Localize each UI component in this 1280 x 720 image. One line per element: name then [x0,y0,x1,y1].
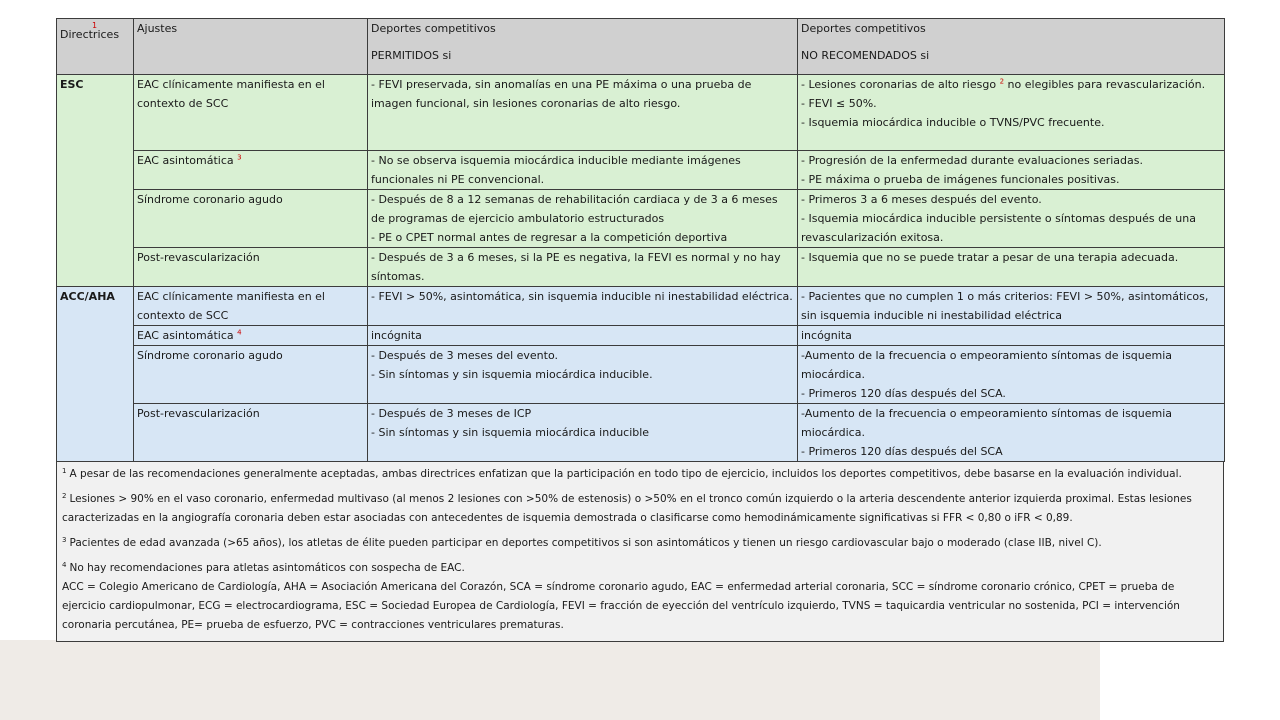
not-recommended-cell [798,287,1225,326]
allowed-criterion: - Después de 3 a 6 meses, si la PE es negativa, la FEVI es normal y no hay síntomas. [371,251,781,283]
allowed-cell [368,151,798,190]
allowed-criterion: - Sin síntomas y sin isquemia miocárdica inducible. [371,368,653,381]
table-row [57,75,1225,151]
guideline-name: ESC [60,78,84,91]
footnote-text: A pesar de las recomendaciones generalmente aceptadas, ambas directrices enfatizan que la participación en todo tipo de ejercicio, incluidos los deportes competitivos, debe basarse en la evaluación individual. [69,468,1182,480]
setting-cell [134,287,368,326]
footnote-marker: 1 [92,21,98,30]
not-recommended-criterion: - Progresión de la enfermedad durante evaluaciones seriadas. [801,154,1143,167]
allowed-cell [368,404,798,462]
footnotes-box [56,462,1224,642]
not-recommended-cell [798,151,1225,190]
header-no-recomendados-line1: Deportes competitivos [801,22,926,35]
guideline-group-cell [57,287,134,462]
table-row [57,404,1225,462]
footnote-text: Lesiones > 90% en el vaso coronario, enfermedad multivaso (al menos 2 lesiones con >50% de estenosis) o >50% en el tronco común izquierdo o la arteria descendente anterior izquierda proximal. Estas lesiones caracterizadas en la angiografía coronaria deben estar asociadas con antecedentes de isquemia demostrada o clasificarse como hemodinámicamente significativas si FFR < 0,80 o iFR < 0,89. [62,493,1192,524]
table-header-row [57,19,1225,75]
allowed-cell [368,326,798,346]
table-row [57,287,1225,326]
not-recommended-cell [798,75,1225,151]
footnote-number: 2 [62,491,67,500]
allowed-criterion: - Sin síntomas y sin isquemia miocárdica inducible [371,426,650,439]
setting-label: Síndrome coronario agudo [137,193,283,206]
footnote-marker: 3 [237,153,242,162]
table-row [57,190,1225,248]
setting-cell [134,151,368,190]
header-permitidos-line2: PERMITIDOS si [371,49,452,62]
not-recommended-criterion: - Isquemia miocárdica inducible persistente o síntomas después de una revascularización exitosa. [801,212,1196,244]
setting-label: EAC asintomática [137,329,238,342]
guidelines-document [56,18,1224,642]
not-recommended-cell [798,346,1225,404]
setting-label: Post-revascularización [137,251,260,264]
table-row [57,151,1225,190]
allowed-criterion: - PE o CPET normal antes de regresar a la competición deportiva [371,231,728,244]
setting-cell [134,346,368,404]
guidelines-table [56,18,1225,462]
allowed-cell [368,190,798,248]
not-recommended-criterion [801,75,1221,94]
table-row [57,248,1225,287]
footnote-number: 1 [62,466,67,475]
header-no-recomendados-line2: NO RECOMENDADOS si [801,49,930,62]
header-ajustes-label: Ajustes [137,22,178,35]
setting-cell [134,404,368,462]
setting-label: EAC clínicamente manifiesta en el contexto de SCC [137,290,325,322]
criterion-text: no elegibles para revascularización. [1004,78,1206,91]
footnote [62,465,1219,484]
not-recommended-criterion: - FEVI ≤ 50%. [801,97,877,110]
header-directrices [57,19,134,75]
header-directrices-label: Directrices [60,28,120,41]
footnote-text: Pacientes de edad avanzada (>65 años), los atletas de élite pueden participar en deportes competitivos si son asintomáticos y tienen un riesgo cardiovascular bajo o moderado (clase IIB, nivel C). [69,537,1102,549]
not-recommended-cell [798,190,1225,248]
guideline-name: ACC/AHA [60,290,115,303]
table-row [57,346,1225,404]
footnote-marker: 4 [237,328,242,337]
footnote-text: No hay recomendaciones para atletas asintomáticos con sospecha de EAC. [69,562,465,574]
allowed-criterion: incógnita [371,329,422,342]
footnote [62,534,1219,553]
allowed-cell [368,287,798,326]
setting-label: EAC asintomática [137,154,238,167]
footnote-number: 3 [62,535,67,544]
table-row [57,326,1225,346]
abbreviations: ACC = Colegio Americano de Cardiología, AHA = Asociación Americana del Corazón, SCA = síndrome coronario agudo, EAC = enfermedad arterial coronaria, SCC = síndrome coronario crónico, CPET = prueba de ejercicio cardiopulmonar, ECG = electrocardiograma, ESC = Sociedad Europea de Cardiología, FEVI = fracción de eyección del ventrículo izquierdo, TVNS = taquicardia ventricular no sostenida, PCI = intervención coronaria percutánea, PE= prueba de esfuerzo, PVC = contracciones ventriculares prematuras. [62,581,1180,631]
footnote-marker: 2 [999,77,1005,86]
allowed-cell [368,346,798,404]
allowed-cell [368,248,798,287]
header-permitidos [368,19,798,75]
allowed-cell [368,75,798,151]
setting-label: Síndrome coronario agudo [137,349,283,362]
not-recommended-criterion: -Aumento de la frecuencia o empeoramiento síntomas de isquemia miocárdica. [801,407,1173,439]
allowed-criterion: - No se observa isquemia miocárdica inducible mediante imágenes funcionales ni PE convencional. [371,154,741,186]
footnote [62,559,1219,578]
allowed-criterion: - FEVI preservada, sin anomalías en una PE máxima o una prueba de imagen funcional, sin lesiones coronarias de alto riesgo. [371,78,752,110]
not-recommended-criterion: - Isquemia miocárdica inducible o TVNS/PVC frecuente. [801,116,1105,129]
background-band [0,640,1100,720]
footnote-number: 4 [62,560,67,569]
not-recommended-criterion: - PE máxima o prueba de imágenes funcionales positivas. [801,173,1120,186]
allowed-criterion: - FEVI > 50%, asintomática, sin isquemia inducible ni inestabilidad eléctrica. [371,290,793,303]
setting-cell [134,248,368,287]
criterion-text: - Lesiones coronarias de alto riesgo [801,78,1000,91]
setting-label: EAC clínicamente manifiesta en el contexto de SCC [137,78,325,110]
allowed-criterion: - Después de 3 meses del evento. [371,349,558,362]
setting-label: Post-revascularización [137,407,260,420]
setting-cell [134,190,368,248]
header-no-recomendados [798,19,1225,75]
not-recommended-cell [798,248,1225,287]
not-recommended-cell [798,326,1225,346]
not-recommended-criterion: - Primeros 3 a 6 meses después del evento. [801,193,1042,206]
not-recommended-criterion: - Isquemia que no se puede tratar a pesar de una terapia adecuada. [801,251,1179,264]
footnote [62,490,1219,528]
allowed-criterion: - Después de 8 a 12 semanas de rehabilitación cardiaca y de 3 a 6 meses de programas de ejercicio ambulatorio estructurados [371,193,778,225]
not-recommended-criterion: incógnita [801,329,852,342]
setting-cell [134,75,368,151]
not-recommended-cell [798,404,1225,462]
allowed-criterion: - Después de 3 meses de ICP [371,407,532,420]
not-recommended-criterion: - Primeros 120 días después del SCA [801,445,1003,458]
not-recommended-criterion: - Primeros 120 días después del SCA. [801,387,1006,400]
guideline-group-cell [57,75,134,287]
not-recommended-criterion: -Aumento de la frecuencia o empeoramiento síntomas de isquemia miocárdica. [801,349,1173,381]
setting-cell [134,326,368,346]
not-recommended-criterion: - Pacientes que no cumplen 1 o más criterios: FEVI > 50%, asintomáticos, sin isquemia inducible ni inestabilidad eléctrica [801,290,1209,322]
header-permitidos-line1: Deportes competitivos [371,22,496,35]
header-ajustes [134,19,368,75]
